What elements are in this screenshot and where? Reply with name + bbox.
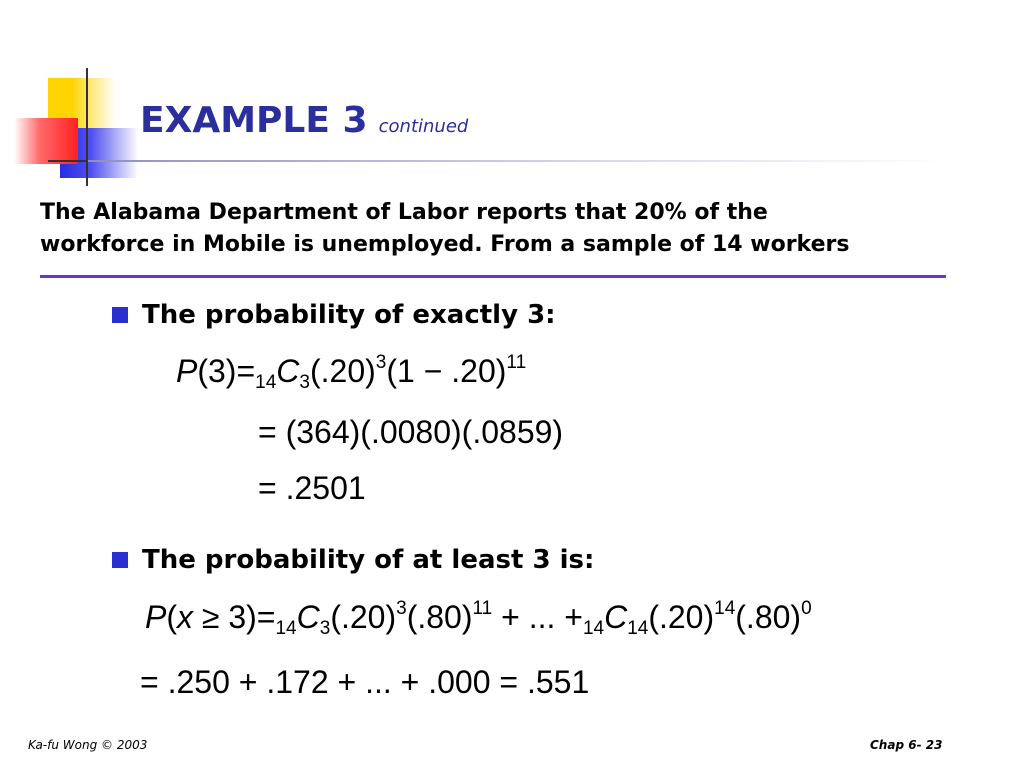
equation-exact-line-1: [176, 352, 526, 394]
eq-exponent: 11: [472, 598, 493, 619]
eq-part: (3): [197, 353, 237, 389]
equation-exact-line-2: = (364)(.0080)(.0859): [258, 414, 564, 450]
eq-subscript: 14: [255, 372, 277, 393]
eq-symbol: x: [177, 599, 193, 635]
eq-symbol: P: [145, 599, 167, 635]
eq-part: (1 − .20): [386, 353, 507, 389]
logo-yellow-fade: [88, 78, 116, 130]
bullet-text: The probability of exactly 3:: [142, 300, 556, 330]
eq-subscript: 3: [319, 618, 331, 639]
eq-part: (.80): [735, 599, 802, 635]
eq-symbol: P: [176, 353, 198, 389]
equation-atleast-result: = .250 + .172 + ... + .000 = .551: [140, 664, 590, 700]
footer-page-number: Chap 6- 23: [870, 738, 943, 752]
eq-exponent: 3: [396, 598, 407, 619]
intro-paragraph: [40, 197, 990, 261]
slide-title: [140, 100, 468, 141]
bullet-at-least-3: [112, 545, 594, 575]
eq-part: + ... +: [492, 599, 583, 635]
title-subtitle: continued: [378, 116, 469, 137]
eq-part: (.80): [406, 599, 473, 635]
eq-part: ≥ 3): [193, 599, 257, 635]
eq-part: (.20): [309, 353, 376, 389]
footer-author: Ka-fu Wong © 2003: [28, 738, 148, 752]
eq-part: =: [236, 353, 256, 389]
logo-vertical-line: [86, 68, 88, 186]
equation-exact-line-3: = .2501: [258, 470, 366, 506]
eq-symbol: C: [604, 599, 628, 635]
eq-subscript: 3: [299, 372, 310, 393]
eq-exponent: 14: [714, 598, 736, 619]
eq-part: (: [166, 599, 177, 635]
eq-subscript: 14: [275, 618, 297, 639]
eq-exponent: 0: [801, 598, 812, 619]
bullet-text: The probability of at least 3 is:: [142, 545, 595, 575]
eq-subscript: 14: [582, 618, 605, 639]
eq-part: =: [256, 599, 276, 635]
eq-part: (.20): [648, 599, 715, 635]
title-underline: [88, 160, 948, 162]
bullet-square-icon: [112, 552, 128, 568]
intro-line-2: workforce in Mobile is unemployed. From a sample of 14 workers: [40, 232, 850, 257]
eq-exponent: 11: [506, 352, 527, 373]
bullet-exactly-3: [112, 300, 556, 330]
eq-symbol: C: [296, 599, 320, 635]
equation-atleast-line-1: [145, 598, 812, 640]
title-text: EXAMPLE 3: [140, 100, 368, 141]
bullet-square-icon: [112, 307, 128, 323]
intro-line-1: The Alabama Department of Labor reports that 20% of the: [40, 200, 768, 225]
eq-exponent: 3: [375, 352, 387, 373]
intro-divider: [40, 275, 946, 278]
eq-subscript: 14: [627, 618, 649, 639]
eq-symbol: C: [276, 353, 300, 389]
eq-part: (.20): [330, 599, 397, 635]
logo-red-square: [14, 118, 78, 164]
